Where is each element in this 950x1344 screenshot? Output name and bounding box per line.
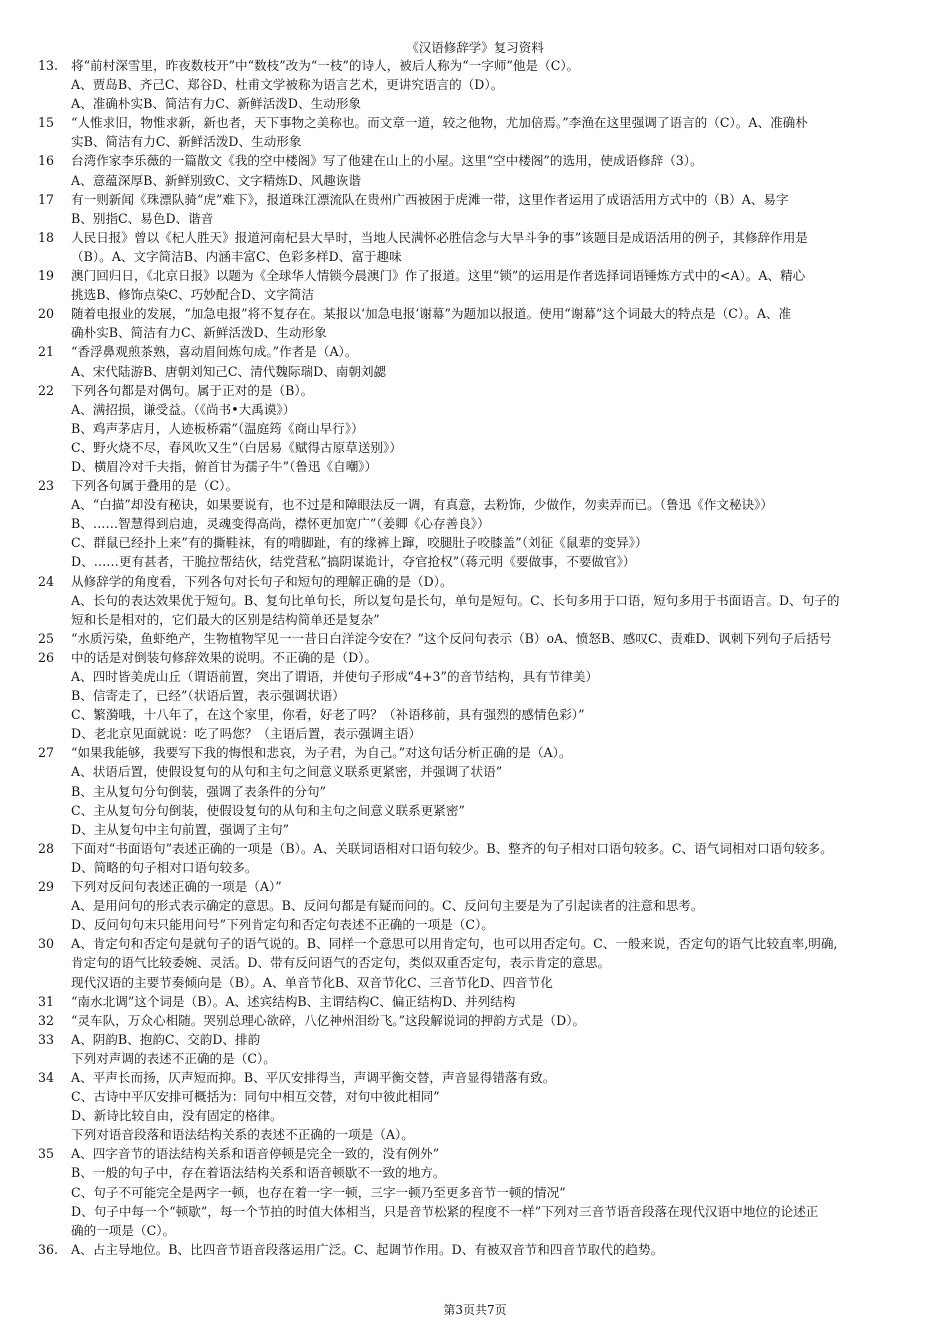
line-text: D、句子中每一个“顿歇”，每一个节拍的时值大体相当，只是音节松紧的程度不一样”下列对三音节语音段落在现代汉语中地位的论述正 — [71, 1203, 819, 1219]
question-number: 20 — [38, 306, 55, 322]
question-number: 29 — [38, 879, 55, 895]
document-body — [38, 56, 918, 1259]
question-number: 18 — [38, 229, 55, 245]
line-text: A、满招损，谦受益。（《尚书•大禹谟》） — [71, 401, 296, 417]
text-line — [38, 533, 918, 552]
line-text: D、主从复句中主句前置，强调了主句” — [71, 821, 290, 837]
page-footer: 第3页共7页 — [443, 1303, 507, 1317]
text-line — [38, 476, 918, 495]
text-line — [38, 1068, 918, 1087]
line-text: 现代汉语的主要节奏倾向是（B）。A、单音节化B、双音节化C、三音节化D、四音节化 — [71, 974, 553, 990]
line-text: A、意蕴深厚B、新鲜别致C、文字精炼D、风趣诙谐 — [71, 172, 361, 188]
line-text: 将“前村深雪里，昨夜数枝开”中“数枝”改为“一枝”的诗人，被后人称为“一字师”他是（C）。 — [71, 58, 580, 73]
question-number: 22 — [38, 382, 55, 398]
text-line — [38, 1125, 918, 1144]
question-number: 33 — [38, 1031, 55, 1047]
text-line — [38, 438, 918, 457]
text-line — [38, 572, 918, 591]
line-text: 人民日报》曾以《杞人胜天》报道河南杞县大旱时，当地人民满怀必胜信念与大旱斗争的事”该题目是成语活用的例子，其修辞作用是 — [71, 229, 808, 245]
text-line — [38, 1011, 918, 1030]
line-text: A、长句的表达效果优于短句。B、复句比单句长，所以复句是长句，单句是短句。C、长句多用于口语，短句多用于书面语言。D、句子的 — [71, 592, 840, 608]
line-text: A、肯定句和否定句是就句子的语气说的。B、同样一个意思可以用肯定句，也可以用否定句。C、一般来说，否定句的语气比较直率,明确, — [71, 936, 838, 952]
line-text: “水质污染，鱼虾绝产，生物植物罕见一一昔日白洋淀今安在？”这个反问句表示（B）oA、愤怒B、感叹C、责难D、讽刺下列句子后括号 — [71, 630, 832, 646]
line-text: “如果我能够，我要写下我的悔恨和悲哀，为子君，为自己。”对这句话分析正确的是（A）。 — [71, 745, 572, 761]
line-text: C、野火烧不尽，春风吹又生”（白居易《赋得古原草送别》） — [71, 439, 402, 455]
line-text: “人惟求旧，物惟求新，新也者，天下事物之美称也。而文章一道，较之他物，尤加倍焉。”李渔在这里强调了语言的（C）。A、准确朴 — [71, 115, 808, 131]
line-text: 随着电报业的发展，“加急电报”将不复存在。某报以‘加急电报’谢幕”为题加以报道。使用“谢幕”这个词最大的特点是（C）。A、准 — [71, 306, 792, 322]
text-line — [38, 1183, 918, 1202]
line-text: 从修辞学的角度看，下列各句对长句子和短句的理解正确的是（D）。 — [71, 573, 453, 589]
text-line — [38, 362, 918, 381]
question-number: 16 — [38, 153, 55, 169]
text-line — [38, 705, 918, 724]
line-text: 下列各句属于叠用的是（C）。 — [71, 478, 239, 494]
line-text: A、占主导地位。B、比四音节语音段落运用广泛。C、起调节作用。D、有被双音节和四音节取代的趋势。 — [71, 1241, 664, 1257]
text-line — [38, 934, 918, 953]
line-text: 下面对“书面语句”表述正确的一项是（B）。A、关联词语相对口语句较少。B、整齐的句子相对口语句较多。C、语气词相对口语句较多。 — [71, 840, 833, 856]
text-line — [38, 381, 918, 400]
text-line — [38, 801, 918, 820]
line-text: B、……智慧得到启迪，灵魂变得高尚，襟怀更加宽广”（姜卿《心存善良》） — [71, 516, 490, 532]
line-text: 肯定句的语气比较委婉、灵活。D、带有反问语气的否定句，类似双重否定句，表示肯定的意思。 — [71, 955, 611, 971]
line-text: 台湾作家李乐薇的一篇散文《我的空中楼阁》写了他建在山上的小屋。这里“空中楼阁”的选用，使成语修辞（3）。 — [71, 153, 703, 169]
text-line — [38, 610, 918, 629]
line-text: A、四字音节的语法结构关系和语音停顿是完全一致的，没有例外” — [71, 1146, 440, 1162]
line-text: A、准确朴实B、简洁有力C、新鲜活泼D、生动形象 — [71, 96, 361, 112]
line-text: C、群鼠已经扑上来”有的撕鞋袜，有的啃脚趾，有的缘裤上蹿，咬腿肚子咬膝盖”（刘征《鼠辈的变异》） — [71, 535, 648, 551]
question-number: 32 — [38, 1012, 55, 1028]
question-number: 30 — [38, 936, 55, 952]
text-line — [38, 190, 918, 209]
text-line — [38, 419, 918, 438]
line-text: A、“白描”却没有秘诀，如果要说有，也不过是和障眼法反一调，有真意，去粉饰，少做作，勿卖弄而已。（鲁迅《作文秘诀》） — [71, 497, 774, 513]
line-text: B、主从复句分句倒装，强调了表条件的分句” — [71, 783, 326, 799]
line-text: A、四时皆美虎山丘（谓语前置，突出了谓语，并使句子形成“4+3”的音节结构，具有节律美） — [71, 669, 599, 684]
text-line — [38, 858, 918, 877]
text-line — [38, 782, 918, 801]
line-text: B、别指C、易色D、谐音 — [71, 210, 214, 226]
line-text: 实B、简洁有力C、新鲜活泼D、生动形象 — [71, 134, 302, 150]
text-line — [38, 591, 918, 610]
text-line — [38, 839, 918, 858]
question-number: 24 — [38, 573, 55, 589]
line-text: D、横眉冷对千夫指，俯首甘为孺子牛”（鲁迅《自嘲》） — [71, 458, 378, 474]
text-line — [38, 992, 918, 1011]
question-number: 28 — [38, 840, 55, 856]
line-text: D、新诗比较自由，没有固定的格律。 — [71, 1108, 283, 1124]
question-number: 23 — [38, 478, 55, 494]
question-number: 26 — [38, 649, 55, 665]
text-line — [38, 1087, 918, 1106]
text-line — [38, 820, 918, 839]
text-line — [38, 1030, 918, 1049]
question-number: 36. — [38, 1241, 59, 1257]
question-number: 27 — [38, 745, 55, 761]
line-text: D、……更有甚者，干脆拉帮结伙，结党营私”搞阴谋诡计，夺官抢权”（蒋元明《要做事，不要做官》） — [71, 554, 636, 570]
line-text: A、贾岛B、齐己C、郑谷D、杜甫文学被称为语言艺术，更讲究语言的（D）。 — [71, 77, 504, 93]
text-line — [38, 896, 918, 915]
text-line — [38, 171, 918, 190]
text-line — [38, 247, 918, 266]
line-text: 中的话是对倒装句修辞效果的说明。不正确的是（D）。 — [71, 649, 378, 665]
text-line — [38, 648, 918, 667]
line-text: 下列对反问句表述正确的一项是（A）” — [71, 879, 282, 895]
text-line — [38, 743, 918, 762]
page-header: 《汉语修辞学》复习资料 — [406, 40, 544, 55]
text-line — [38, 762, 918, 781]
line-text: 有一则新闻《珠漂队骑“虎”难下》，报道珠江漂流队在贵州广西被困于虎滩一带，这里作者运用了成语活用方式中的（B）A、易字 — [71, 191, 789, 207]
line-text: 下列各句都是对偶句。属于正对的是（B）。 — [71, 382, 314, 398]
line-text: 短和长是相对的，它们最大的区别是结构简单还是复杂” — [71, 611, 380, 627]
text-line — [38, 342, 918, 361]
text-line — [38, 400, 918, 419]
line-text: A、宋代陆游B、唐朝刘知己C、清代魏际瑞D、南朝刘勰 — [71, 363, 387, 379]
line-text: “南水北调”这个词是（B）。A、述宾结构B、主谓结构C、偏正结构D、并列结构 — [71, 993, 516, 1009]
line-text: A、状语后置，使假设复句的从句和主句之间意义联系更紧密，并强调了状语” — [71, 764, 503, 780]
text-line — [38, 132, 918, 151]
text-line — [38, 1163, 918, 1182]
text-line — [38, 75, 918, 94]
line-text: C、句子不可能完全是两字一顿，也存在着一字一顿，三字一顿乃至更多音节一顿的情况” — [71, 1184, 566, 1200]
line-text: D、简略的句子相对口语句较多。 — [71, 859, 258, 875]
text-line — [38, 285, 918, 304]
text-line — [38, 953, 918, 972]
question-number: 34 — [38, 1069, 55, 1085]
text-line — [38, 151, 918, 170]
line-text: 确朴实B、简洁有力C、新鲜活泼D、生动形象 — [71, 325, 327, 341]
question-number: 21 — [38, 344, 55, 360]
line-text: C、主从复句分句倒装，使假设复句的从句和主句之间意义联系更紧密” — [71, 802, 465, 818]
text-line — [38, 973, 918, 992]
line-text: D、反问句句末只能用问号”下列肯定句和否定句表述不正确的一项是（C）。 — [71, 917, 494, 933]
text-line — [38, 1202, 918, 1221]
line-text: A、阴韵B、抱韵C、交韵D、排韵 — [71, 1031, 261, 1047]
line-text: （B）。A、文字简洁B、内涵丰富C、色彩多样D、富于趣味 — [71, 248, 402, 264]
text-line — [38, 457, 918, 476]
question-number: 31 — [38, 993, 55, 1009]
question-number: 25 — [38, 630, 55, 646]
text-line — [38, 915, 918, 934]
text-line — [38, 1221, 918, 1240]
text-line — [38, 304, 918, 323]
text-line — [38, 1144, 918, 1163]
line-text: “灵车队，万众心相随。哭别总理心欲碎，八亿神州泪纷飞。”这段解说词的押韵方式是（D）。 — [71, 1012, 586, 1028]
line-text: A、是用问句的形式表示确定的意思。B、反问句都是有疑而问的。C、反问句主要是为了引起读者的注意和思考。 — [71, 898, 704, 914]
text-line — [38, 94, 918, 113]
line-text: “香浮鼻观煎茶熟，喜动眉间炼句成。”作者是（A）。 — [71, 344, 358, 360]
text-line — [38, 1106, 918, 1125]
line-text: C、繁漪哦，十八年了，在这个家里，你看，好老了吗？（补语移前，具有强烈的感情色彩）” — [71, 707, 585, 723]
line-text: 下列对声调的表述不正确的是（C）。 — [71, 1050, 276, 1066]
question-number: 17 — [38, 191, 55, 207]
question-number: 13. — [38, 58, 59, 73]
text-line — [38, 113, 918, 132]
text-line — [38, 495, 918, 514]
line-text: 下列对语音段落和语法结构关系的表述不正确的一项是（A）。 — [71, 1127, 414, 1143]
line-text: B、鸡声茅店月，人迹板桥霜”（温庭筠《商山早行》） — [71, 420, 364, 436]
text-line — [38, 1049, 918, 1068]
line-text: A、平声长而扬，仄声短而抑。B、平仄安排得当，声调平衡交替，声音显得错落有致。 — [71, 1069, 556, 1085]
text-line — [38, 209, 918, 228]
line-text: 澳门回归日，《北京日报》以题为《全球华人情锁今晨澳门》作了报道。这里“锁”的运用是作者选择词语锤炼方式中的<A）。A、精心 — [71, 268, 806, 284]
text-line — [38, 514, 918, 533]
text-line — [38, 667, 918, 686]
line-text: B、信寄走了，已经”（状语后置，表示强调状语） — [71, 688, 345, 704]
line-text: 挑选B、修饰点染C、巧妙配合D、文字简洁 — [71, 287, 315, 303]
text-line — [38, 228, 918, 247]
text-line — [38, 266, 918, 285]
text-line — [38, 629, 918, 648]
line-text: D、老北京见面就说：吃了吗您？（主语后置，表示强调主语） — [71, 726, 422, 742]
text-line — [38, 686, 918, 705]
question-number: 35 — [38, 1146, 55, 1162]
question-number: 19 — [38, 268, 55, 284]
line-text: 确的一项是（C）。 — [71, 1222, 176, 1238]
line-text: B、一般的句子中，存在着语法结构关系和语音顿歇不一致的地方。 — [71, 1165, 446, 1181]
line-text: C、古诗中平仄安排可概括为：同句中相互交替，对句中彼此相同” — [71, 1089, 440, 1105]
text-line — [38, 323, 918, 342]
text-line — [38, 1240, 918, 1259]
text-line — [38, 724, 918, 743]
text-line — [38, 56, 918, 75]
text-line — [38, 877, 918, 896]
text-line — [38, 552, 918, 571]
question-number: 15 — [38, 115, 55, 131]
